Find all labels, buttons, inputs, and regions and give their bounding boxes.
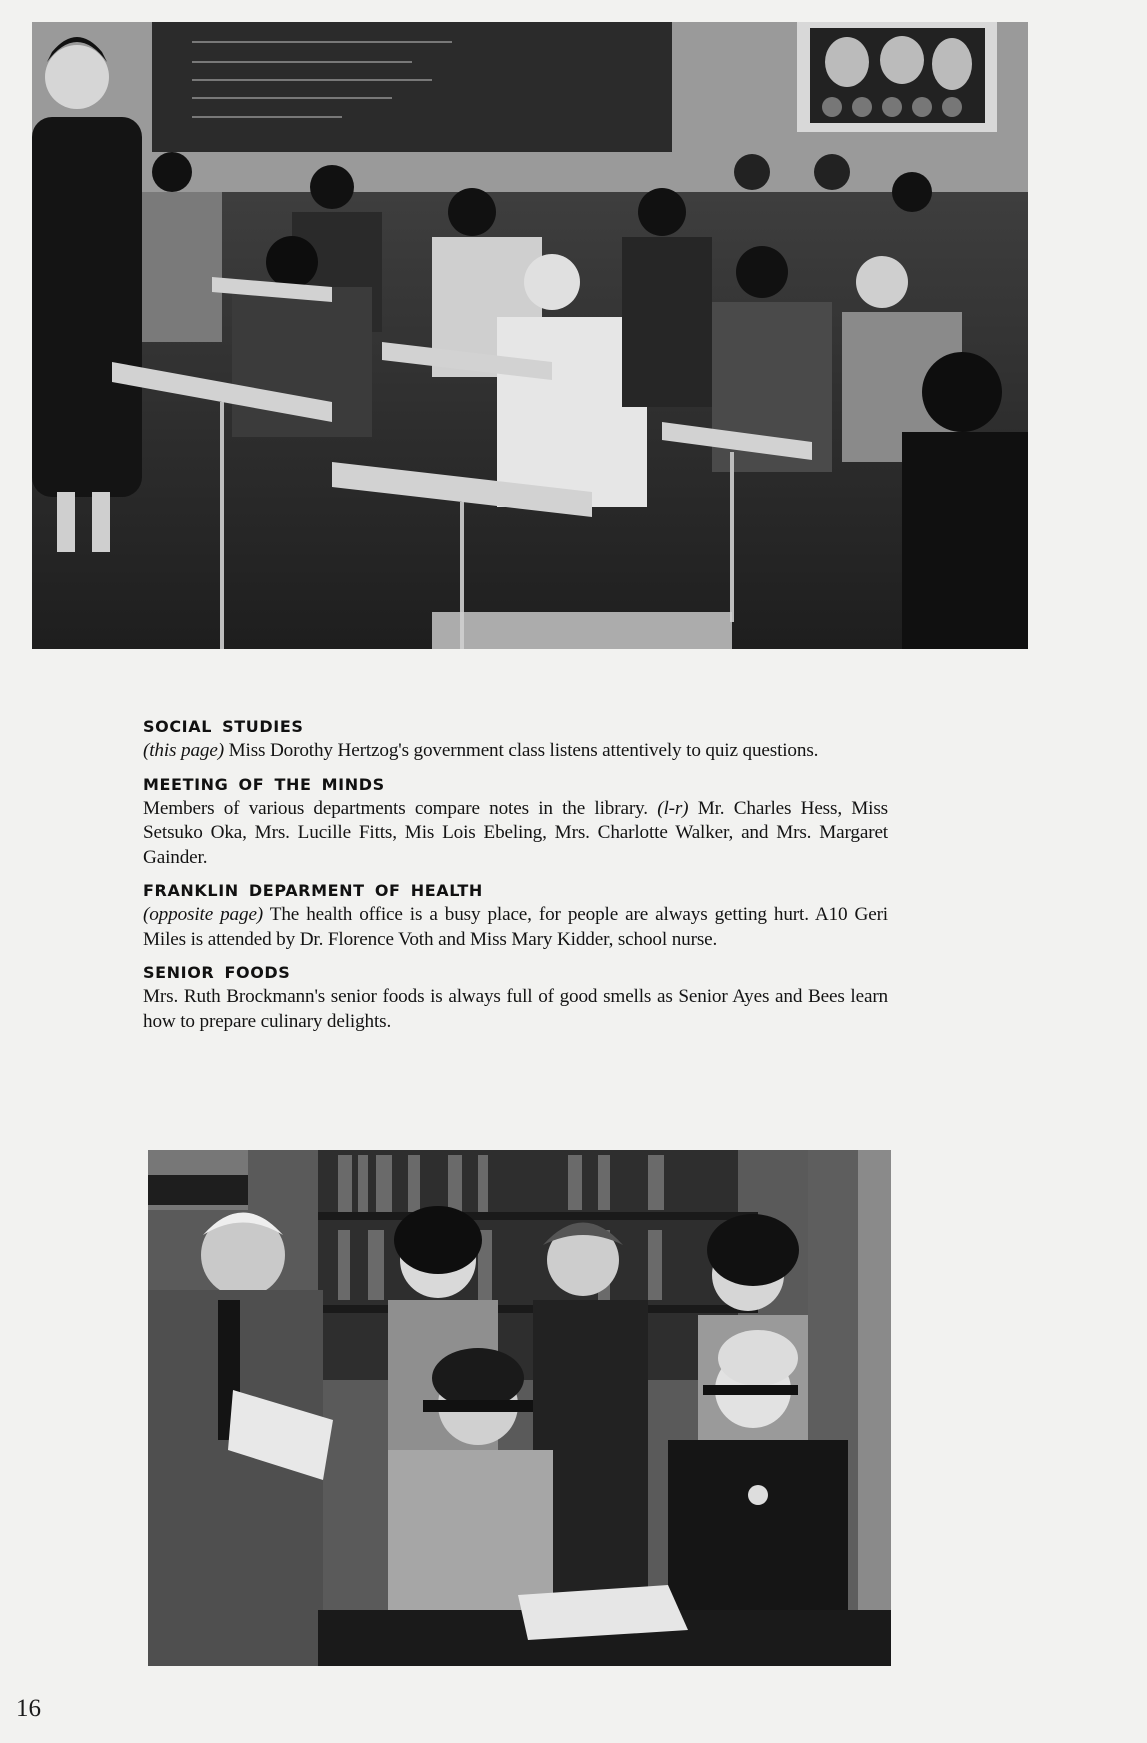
caption-italic-lead: (this page) <box>143 740 224 761</box>
library-photo-illustration <box>148 1150 891 1666</box>
page-number: 16 <box>16 1695 41 1722</box>
caption-body: Mr. Charles Hess, Miss Setsuko Oka, Mrs. Lucille Fitts, Mis Lois Ebeling, Mrs. Charlotte Walker, and Mrs. Margaret Gainder. <box>143 797 888 868</box>
caption-meeting-of-the-minds <box>143 774 888 871</box>
captions-block <box>143 716 888 1044</box>
caption-text <box>143 985 888 1034</box>
caption-senior-foods <box>143 962 888 1034</box>
caption-italic-lead: (opposite page) <box>143 904 264 925</box>
library-photo <box>148 1150 891 1666</box>
caption-body: The health office is a busy place, for people are always getting hurt. A10 Geri Miles is attended by Dr. Florence Voth and Miss Mary Kidder, school nurse. <box>143 904 888 950</box>
caption-heading: SOCIAL STUDIES <box>143 717 304 736</box>
caption-body: Mrs. Ruth Brockmann's senior foods is always full of good smells as Senior Ayes and Bees learn how to prepare culinary delights. <box>143 986 888 1032</box>
classroom-photo-illustration <box>32 22 1028 649</box>
caption-body: Members of various departments compare notes in the library. <box>143 797 658 819</box>
caption-text <box>143 903 888 952</box>
caption-social-studies <box>143 716 888 764</box>
caption-department-of-health <box>143 880 888 952</box>
caption-italic-inline: (l-r) <box>657 797 689 819</box>
caption-text <box>143 739 888 764</box>
caption-heading: SENIOR FOODS <box>143 963 291 982</box>
caption-text <box>143 797 888 871</box>
classroom-photo <box>32 22 1028 649</box>
caption-heading: MEETING OF THE MINDS <box>143 774 385 794</box>
caption-body: Miss Dorothy Hertzog's government class listens attentively to quiz questions. <box>223 740 819 761</box>
caption-heading: FRANKLIN DEPARMENT OF HEALTH <box>143 881 483 900</box>
